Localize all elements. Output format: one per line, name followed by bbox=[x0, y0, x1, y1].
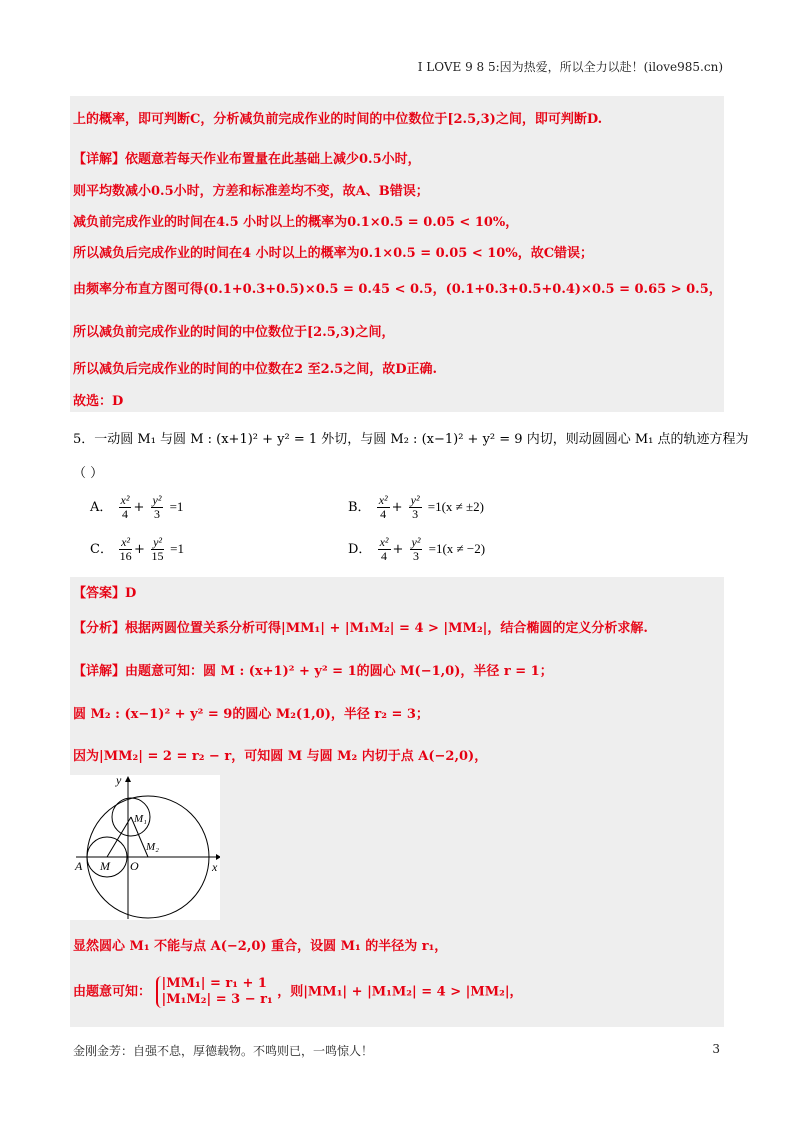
fraction: $\frac{\text{x²}}{16}$ bbox=[119, 535, 132, 563]
solution-line-8: 所以减负后完成作业的时间的中位数在2 至2.5之间，故D正确. bbox=[73, 362, 437, 377]
option-a-tail: =1 bbox=[169, 499, 184, 514]
label-a: A bbox=[75, 859, 83, 873]
option-b-tail: =1(x ≠ ±2) bbox=[427, 499, 485, 514]
system-eq-1: |MM₁| = r₁ + 1 bbox=[161, 976, 267, 991]
option-d: D． $\frac{\text{x²}}{4}$ + $\frac{\text{y²}}{3}$ =1(x ≠ −2) bbox=[348, 535, 486, 563]
page-footer: 金刚金芳：自强不息，厚德载物。不鸣则已，一鸣惊人！ bbox=[73, 1044, 374, 1058]
detail-line-4: 显然圆心 M₁ 不能与点 A(−2,0) 重合，设圆 M₁ 的半径为 r₁， bbox=[73, 939, 448, 954]
solution-line-3: 则平均数减小0.5小时，方差和标准差均不变，故A、B错误； bbox=[73, 184, 429, 199]
fraction: $\frac{\text{x²}}{4}$ bbox=[120, 493, 130, 521]
fraction: $\frac{\text{x²}}{4}$ bbox=[378, 493, 388, 521]
fraction: $\frac{\text{y²}}{3}$ bbox=[152, 493, 162, 521]
question-stem: 5．一动圆 M₁ 与圆 M : (x+1)² + y² = 1 外切，与圆 M₂ : (x−1)² + y² = 9 内切，则动圆圆心 M₁ 点的轨迹方程为 bbox=[73, 432, 749, 447]
circle-figure-svg bbox=[70, 775, 220, 920]
fraction: $\frac{\text{y²}}{3}$ bbox=[410, 493, 420, 521]
option-a: A． $\frac{\text{x²}}{4}$ + $\frac{\text{y²}}{3}$ =1 bbox=[90, 493, 184, 521]
solution-line-1: 上的概率，即可判断C，分析减负前完成作业的时间的中位数位于[2.5,3)之间，即可判断D. bbox=[73, 112, 603, 127]
label-m2: M₂ bbox=[146, 841, 159, 853]
detail-line-1: 【详解】由题意可知：圆 M : (x+1)² + y² = 1的圆心 M(−1,0)，半径 r = 1； bbox=[73, 664, 553, 679]
circle-figure bbox=[70, 775, 220, 920]
solution-line-5: 所以减负后完成作业的时间在4 小时以上的概率为0.1×0.5 = 0.05 < 10%，故C错误； bbox=[73, 246, 594, 261]
label-o: O bbox=[130, 859, 139, 873]
fraction: $\frac{\text{x²}}{4}$ bbox=[379, 535, 389, 563]
answer-line: 【答案】D bbox=[73, 586, 137, 601]
analysis-line: 【分析】根据两圆位置关系分析可得|MM₁| + |M₁M₂| = 4 > |MM₂|，结合椭圆的定义分析求解. bbox=[73, 621, 648, 636]
equation-system bbox=[156, 976, 273, 1008]
question-paren: （ ） bbox=[73, 466, 104, 481]
option-b-label: B． bbox=[348, 500, 371, 515]
detail-line-5-pre: 由题意可知： bbox=[73, 984, 152, 1000]
y-axis-arrow bbox=[125, 776, 131, 782]
solution-line-2: 【详解】依题意若每天作业布置量在此基础上减少0.5小时， bbox=[73, 152, 421, 167]
fraction: $\frac{\text{y²}}{15}$ bbox=[151, 535, 164, 563]
solution-line-6: 由频率分布直方图可得(0.1+0.3+0.5)×0.5 = 0.45 < 0.5，(0.1+0.3+0.5+0.4)×0.5 = 0.65 > 0.5， bbox=[73, 282, 722, 297]
label-m1: M₁ bbox=[134, 813, 147, 825]
option-c-tail: =1 bbox=[170, 541, 184, 556]
label-m: M bbox=[100, 859, 110, 873]
option-a-label: A． bbox=[90, 500, 113, 515]
option-b: B． $\frac{\text{x²}}{4}$ + $\frac{\text{y²}}{3}$ =1(x ≠ ±2) bbox=[348, 493, 485, 521]
detail-line-5-post: ，则|MM₁| + |M₁M₂| = 4 > |MM₂|， bbox=[277, 984, 523, 1000]
detail-line-3: 因为|MM₂| = 2 = r₂ − r，可知圆 M 与圆 M₂ 内切于点 A(−2,0)， bbox=[73, 749, 488, 764]
label-x: x bbox=[212, 860, 218, 874]
label-y: y bbox=[116, 775, 122, 787]
option-d-label: D． bbox=[348, 542, 372, 557]
system-eq-2: |M₁M₂| = 3 − r₁ bbox=[161, 992, 273, 1007]
detail-line-2: 圆 M₂ : (x−1)² + y² = 9的圆心 M₂(1,0)，半径 r₂ = 3； bbox=[73, 707, 429, 722]
page-number: 3 bbox=[712, 1042, 720, 1056]
page-header: I LOVE 9 8 5:因为热爱，所以全力以赴！(ilove985.cn) bbox=[417, 60, 723, 74]
solution-line-4: 减负前完成作业的时间在4.5 小时以上的概率为0.1×0.5 = 0.05 < 10%， bbox=[73, 215, 519, 230]
solution-line-7: 所以减负前完成作业的时间的中位数位于[2.5,3)之间， bbox=[73, 325, 395, 340]
fraction: $\frac{\text{y²}}{3}$ bbox=[411, 535, 421, 563]
option-d-tail: =1(x ≠ −2) bbox=[428, 541, 486, 556]
solution-line-9: 故选：D bbox=[73, 394, 124, 409]
option-c: C． $\frac{\text{x²}}{16}$ + $\frac{\text{y²}}{15}$ =1 bbox=[90, 535, 184, 563]
option-c-label: C． bbox=[90, 542, 113, 557]
detail-line-5 bbox=[73, 976, 523, 1008]
